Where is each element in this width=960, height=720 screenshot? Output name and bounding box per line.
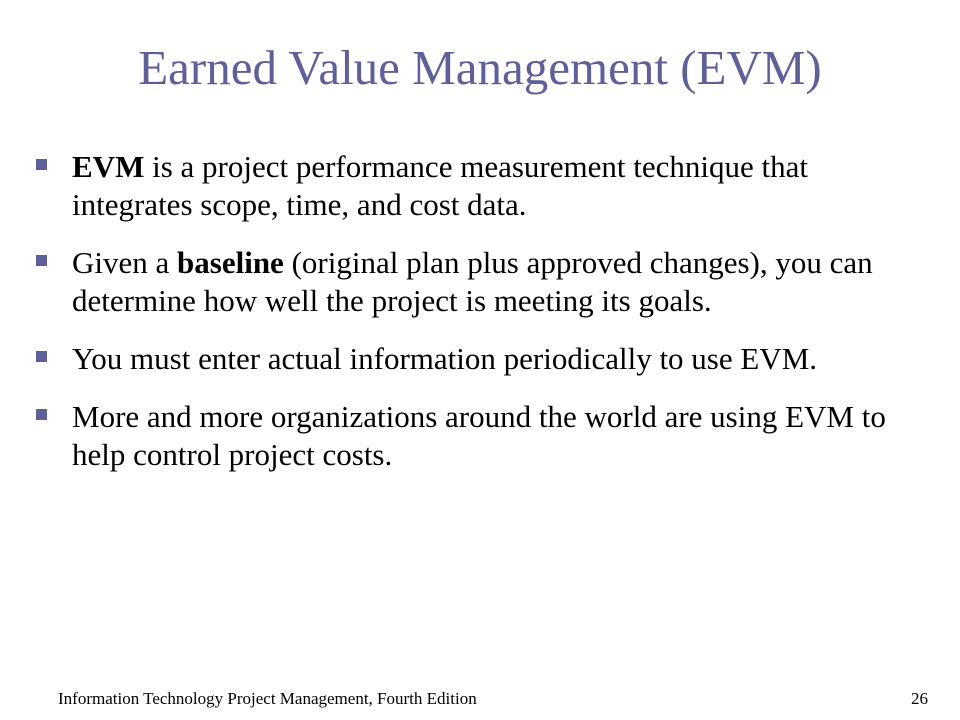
slide-title: Earned Value Management (EVM) (138, 40, 822, 95)
bullet-item-organizations (36, 398, 916, 474)
bullet-text-after: (original plan plus approved changes), you can determine how well the project is meeting its goals. (72, 245, 873, 318)
page-number: 26 (911, 689, 928, 708)
square-bullet-icon (36, 255, 47, 266)
bullet-text: You must enter actual information periodically to use EVM. (72, 341, 818, 376)
bullet-item-baseline (36, 244, 916, 320)
bullet-item-evm-definition (36, 148, 916, 224)
square-bullet-icon (36, 351, 47, 362)
bullet-item-actual-information (36, 340, 916, 378)
square-bullet-icon (36, 409, 47, 420)
footer-source: Information Technology Project Management, Fourth Edition (58, 689, 477, 708)
square-bullet-icon (36, 159, 47, 170)
bullet-bold-term: EVM (72, 149, 145, 184)
bullet-text: More and more organizations around the world are using EVM to help control project costs. (72, 399, 886, 472)
bullet-text-before: Given a (72, 245, 178, 280)
bullet-text-after: is a project performance measurement technique that integrates scope, time, and cost data. (72, 149, 808, 222)
bullet-bold-term: baseline (177, 245, 284, 280)
bullet-list (36, 148, 916, 494)
